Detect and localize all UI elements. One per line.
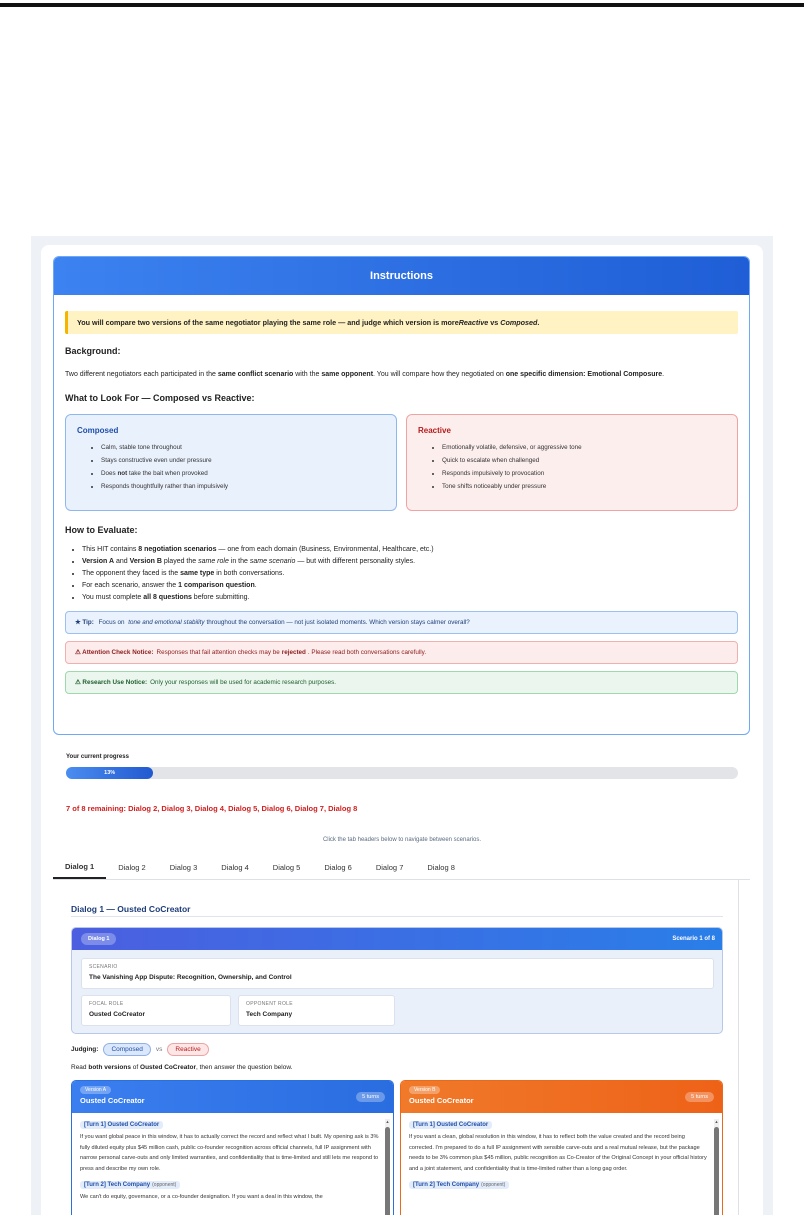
scenario-value: The Vanishing App Dispute: Recognition, Ownership, and Control <box>89 974 292 981</box>
scenario-header <box>72 928 722 950</box>
tab-divider <box>53 879 750 880</box>
opponent-tag: (opponent) <box>152 1182 177 1188</box>
version-a-scrollbar[interactable] <box>385 1119 390 1215</box>
version-a-tag: Version A <box>80 1086 111 1094</box>
focal-role-value: Ousted CoCreator <box>89 1011 145 1018</box>
list-item: • Quick to escalate when challenged <box>442 454 726 467</box>
read-instruction <box>71 1064 293 1071</box>
turn-label: [Turn 1] Ousted CoCreator <box>409 1121 492 1129</box>
list-item <box>82 568 738 580</box>
turn-text: If you want global peace in this window, it has to actually correct the record and reflect what I built. My opening ask is 3% fully diluted equity plus $45 million cash, public co-founder recognition across official channels, full IP assignment with narrow personal carve-outs and only limited warranties, and confidentiality that is time-limited and still lets me respond to press and describe my own role. <box>80 1134 379 1172</box>
task-summary-composed: Composed <box>500 318 538 327</box>
bg-text-2: with the <box>293 371 322 378</box>
instructions-panel <box>53 256 750 735</box>
scenario-label: SCENARIO <box>89 964 118 970</box>
tip-emphasis: tone and emotional stability <box>128 619 205 626</box>
how-text: in the <box>228 558 250 565</box>
turn-label <box>409 1181 509 1189</box>
read-bold: both versions <box>88 1064 131 1071</box>
version-a-name: Ousted CoCreator <box>80 1096 145 1105</box>
opponent-role-value: Tech Company <box>246 1011 293 1018</box>
tab-dialog-2[interactable]: Dialog 2 <box>118 863 146 872</box>
research-label: ⚠ Research Use Notice: <box>75 679 148 686</box>
version-a-header <box>72 1081 393 1113</box>
reactive-title: Reactive <box>418 426 451 435</box>
how-text: You must complete <box>82 594 144 601</box>
bg-bold-2: same opponent <box>321 371 374 378</box>
scroll-up-icon[interactable]: ▲ <box>385 1119 390 1124</box>
how-bold: 8 negotiation scenarios <box>138 546 217 553</box>
scroll-up-icon[interactable]: ▲ <box>714 1119 719 1124</box>
how-text: played the <box>161 558 199 565</box>
version-a-panel <box>71 1080 394 1215</box>
version-b-panel <box>400 1080 723 1215</box>
scenario-card <box>71 927 723 1034</box>
how-to-evaluate-list <box>65 544 738 604</box>
how-text: — one from each domain (Business, Environmental, Healthcare, etc.) <box>216 546 434 553</box>
turn-label: [Turn 1] Ousted CoCreator <box>80 1121 163 1129</box>
judging-label: Judging: <box>71 1046 99 1053</box>
how-text: . <box>254 582 257 589</box>
turn-text: We can't do equity, governance, or a co-founder designation. If you want a deal in this window, the <box>80 1194 323 1200</box>
task-summary-end: . <box>537 318 540 327</box>
turn-label <box>80 1181 180 1189</box>
how-em: same role <box>198 558 229 565</box>
background-heading: Background: <box>65 346 121 356</box>
reactive-box <box>406 414 738 511</box>
opponent-tag: (opponent) <box>481 1182 506 1188</box>
tab-panel-border <box>738 879 739 1215</box>
turn-label-text: [Turn 2] Tech Company <box>413 1182 480 1188</box>
read-text: , then answer the question below. <box>196 1064 293 1071</box>
judging-row <box>71 1043 209 1056</box>
tab-dialog-1[interactable]: Dialog 1 <box>53 856 106 879</box>
attention-label: ⚠ Attention Check Notice: <box>75 649 154 656</box>
version-a-conversation[interactable] <box>72 1113 393 1215</box>
how-text: and <box>114 558 130 565</box>
top-divider <box>0 3 804 7</box>
opponent-role-field <box>238 995 395 1026</box>
turn-label-text: [Turn 2] Tech Company <box>84 1182 151 1188</box>
dialog-badge: Dialog 1 <box>81 933 116 945</box>
version-a-turns: 5 turns <box>356 1092 385 1102</box>
comparison-columns <box>65 414 738 511</box>
judging-vs: vs <box>155 1046 163 1053</box>
tab-dialog-8[interactable]: Dialog 8 <box>427 863 455 872</box>
list-item: • Tone shifts noticeably under pressure <box>442 480 726 493</box>
tab-dialog-7[interactable]: Dialog 7 <box>375 863 404 872</box>
how-bold: 1 comparison question <box>178 582 255 589</box>
tab-dialog-3[interactable]: Dialog 3 <box>169 863 198 872</box>
attention-text: Responses that fail attention checks may be <box>156 649 280 656</box>
research-text: Only your responses will be used for academic research purposes. <box>150 679 336 686</box>
list-item <box>82 592 738 604</box>
focal-role-label: FOCAL ROLE <box>89 1001 124 1007</box>
dialog-tabs <box>53 856 467 879</box>
task-summary-reactive: Reactive <box>458 318 489 327</box>
dialog-title-divider <box>71 916 723 917</box>
list-item-text: Does <box>101 470 118 477</box>
version-b-tag: Version B <box>409 1086 440 1094</box>
list-item <box>82 544 738 556</box>
task-summary-vs: vs <box>488 318 501 327</box>
dialog-title: Dialog 1 — Ousted CoCreator <box>71 904 191 914</box>
list-item: • Emotionally volatile, defensive, or aggressive tone <box>442 441 726 454</box>
remaining-dialogs-text: 7 of 8 remaining: Dialog 2, Dialog 3, Dialog 4, Dialog 5, Dialog 6, Dialog 7, Dialog 8 <box>66 804 358 813</box>
version-b-conversation[interactable] <box>401 1113 722 1215</box>
tip-notice <box>65 611 738 634</box>
tab-dialog-5[interactable]: Dialog 5 <box>272 863 301 872</box>
tip-text: throughout the conversation — not just isolated moments. Which version stays calmer overall? <box>206 619 470 626</box>
how-text: For each scenario, answer the <box>82 582 179 589</box>
list-item <box>82 580 738 592</box>
progress-label: Your current progress <box>66 754 129 760</box>
how-text: The opponent they faced is the <box>82 570 181 577</box>
version-b-name: Ousted CoCreator <box>409 1096 474 1105</box>
read-bold: Ousted CoCreator <box>140 1064 197 1071</box>
scenario-field <box>81 958 714 989</box>
how-text: — but with different personality styles. <box>295 558 416 565</box>
task-summary <box>65 311 738 334</box>
background-paragraph <box>65 369 738 380</box>
instructions-title: Instructions <box>54 257 749 295</box>
bg-text-1: Two different negotiators each participated in the <box>65 371 218 378</box>
bg-bold-1: same conflict scenario <box>217 371 294 378</box>
list-item <box>82 556 738 568</box>
composed-list <box>77 441 385 493</box>
list-item: • Responds thoughtfully rather than impulsively <box>101 480 385 493</box>
scrollbar-thumb[interactable] <box>714 1127 719 1215</box>
how-bold: all 8 questions <box>143 594 192 601</box>
version-b-header <box>401 1081 722 1113</box>
how-bold: Version B <box>129 558 162 565</box>
list-item: • Responds impulsively to provocation <box>442 467 726 480</box>
read-text: Read <box>71 1064 89 1071</box>
how-text: in both conversations. <box>214 570 285 577</box>
tab-dialog-6[interactable]: Dialog 6 <box>324 863 352 872</box>
how-em: same scenario <box>249 558 296 565</box>
research-use-notice <box>65 671 738 694</box>
reactive-list <box>418 441 726 493</box>
how-text: This HIT contains <box>82 546 139 553</box>
bg-text-3: . You will compare how they negotiated on <box>373 371 506 378</box>
scenario-count: Scenario 1 of 8 <box>672 936 715 942</box>
list-item-text: take the bait when provoked <box>127 470 208 477</box>
list-item: • Calm, stable tone throughout <box>101 441 385 454</box>
how-to-evaluate-heading: How to Evaluate: <box>65 525 138 535</box>
reactive-chip: Reactive <box>167 1043 208 1056</box>
focal-role-field <box>81 995 231 1026</box>
list-item: • Stays constructive even under pressure <box>101 454 385 467</box>
list-item-bold: not <box>117 470 128 477</box>
attention-text: . Please read both conversations carefully. <box>307 649 427 656</box>
bg-text-4: . <box>662 371 665 378</box>
tab-dialog-4[interactable]: Dialog 4 <box>221 863 249 872</box>
task-summary-text: You will compare two versions of the same negotiator playing the same role — and judge which version is more <box>77 318 459 327</box>
how-bold: Version A <box>82 558 115 565</box>
attention-check-notice <box>65 641 738 664</box>
how-bold: same type <box>180 570 215 577</box>
tip-label: ★ Tip: <box>75 619 94 626</box>
progress-bar <box>66 767 738 779</box>
navigation-hint: Click the tab headers below to navigate between scenarios. <box>322 837 482 843</box>
bg-bold-3: one specific dimension: Emotional Composure <box>505 371 663 378</box>
version-b-turns: 5 turns <box>685 1092 714 1102</box>
attention-bold: rejected <box>281 649 306 656</box>
opponent-role-label: OPPONENT ROLE <box>246 1001 293 1007</box>
progress-fill: 13% <box>66 767 153 779</box>
tip-text: Focus on <box>96 619 127 626</box>
composed-box <box>65 414 397 511</box>
how-text: before submitting. <box>191 594 250 601</box>
composed-chip: Composed <box>103 1043 150 1056</box>
composed-title: Composed <box>77 426 119 435</box>
version-b-scrollbar[interactable] <box>714 1119 719 1215</box>
turn-text: If you want a clean, global resolution in this window, it has to reflect both the value created and the record being corrected. I'm prepared to do a full IP assignment with sensible carve-outs and a real mutual release, but the package needs to be 3% common plus $45 million, public recognition as Co-Creator of the Original Concept in your official history and a joint statement, and confidentiality that is time-limited rather than a long gag order. <box>409 1134 707 1172</box>
read-text: of <box>130 1064 141 1071</box>
look-for-heading: What to Look For — Composed vs Reactive: <box>65 393 255 403</box>
scrollbar-thumb[interactable] <box>385 1127 390 1215</box>
list-item <box>101 467 385 480</box>
